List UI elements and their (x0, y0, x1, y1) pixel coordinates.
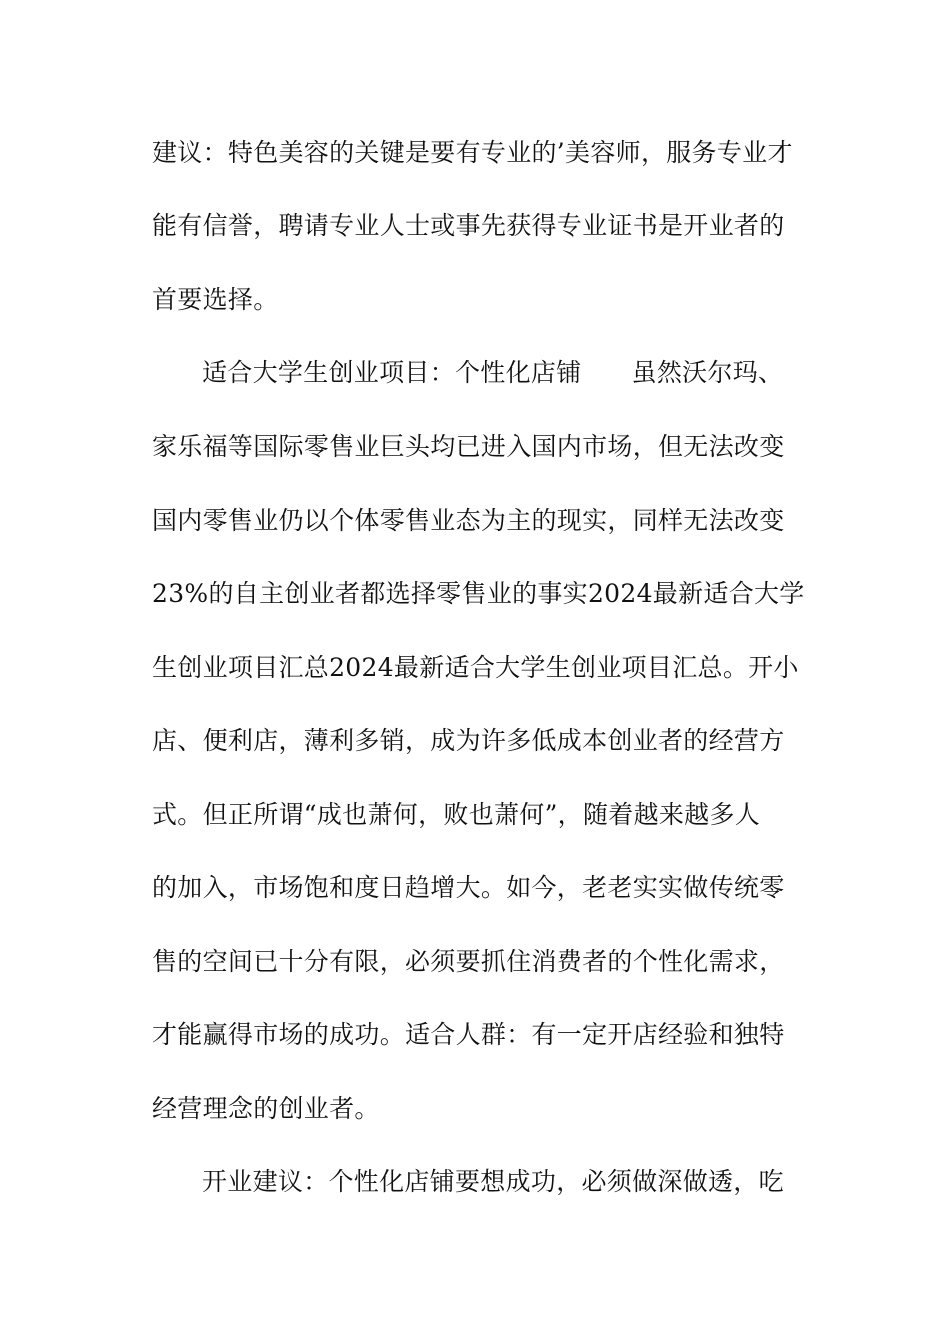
text-line: 家乐福等国际零售业巨头均已进入国内市场，但无法改变 (152, 432, 785, 461)
text-line: 的加入，市场饱和度日趋增大。如今，老老实实做传统零 (152, 873, 785, 902)
text-line: 国内零售业仍以个体零售业态为主的现实，同样无法改变 (152, 506, 785, 535)
paragraph-heading-line (202, 357, 783, 389)
text-line: 生创业项目汇总2024最新适合大学生创业项目汇总。开小 (152, 653, 799, 682)
text-line: 开业建议：个性化店铺要想成功，必须做深做透，吃 (202, 1167, 784, 1196)
text-line: 才能赢得市场的成功。适合人群：有一定开店经验和独特 (152, 1020, 785, 1049)
text-line: 经营理念的创业者。 (152, 1094, 380, 1123)
text-line: 式。但正所谓“成也萧何，败也萧何”，随着越来越多人 (152, 800, 761, 829)
text-line: 首要选择。 (152, 285, 279, 314)
text-line: 能有信誉，聘请专业人士或事先获得专业证书是开业者的 (152, 211, 785, 240)
section-heading: 适合大学生创业项目：个性化店铺 (202, 358, 582, 387)
text-line: 虽然沃尔玛、 (631, 358, 784, 387)
text-line: 建议：特色美容的关键是要有专业的’美容师，服务专业才 (152, 138, 793, 167)
text-line: 店、便利店，薄利多销，成为许多低成本创业者的经营方 (152, 726, 785, 755)
text-line: 售的空间已十分有限，必须要抓住消费者的个性化需求， (152, 947, 785, 976)
text-line: 23%的自主创业者都选择零售业的事实2024最新适合大学 (152, 579, 805, 608)
